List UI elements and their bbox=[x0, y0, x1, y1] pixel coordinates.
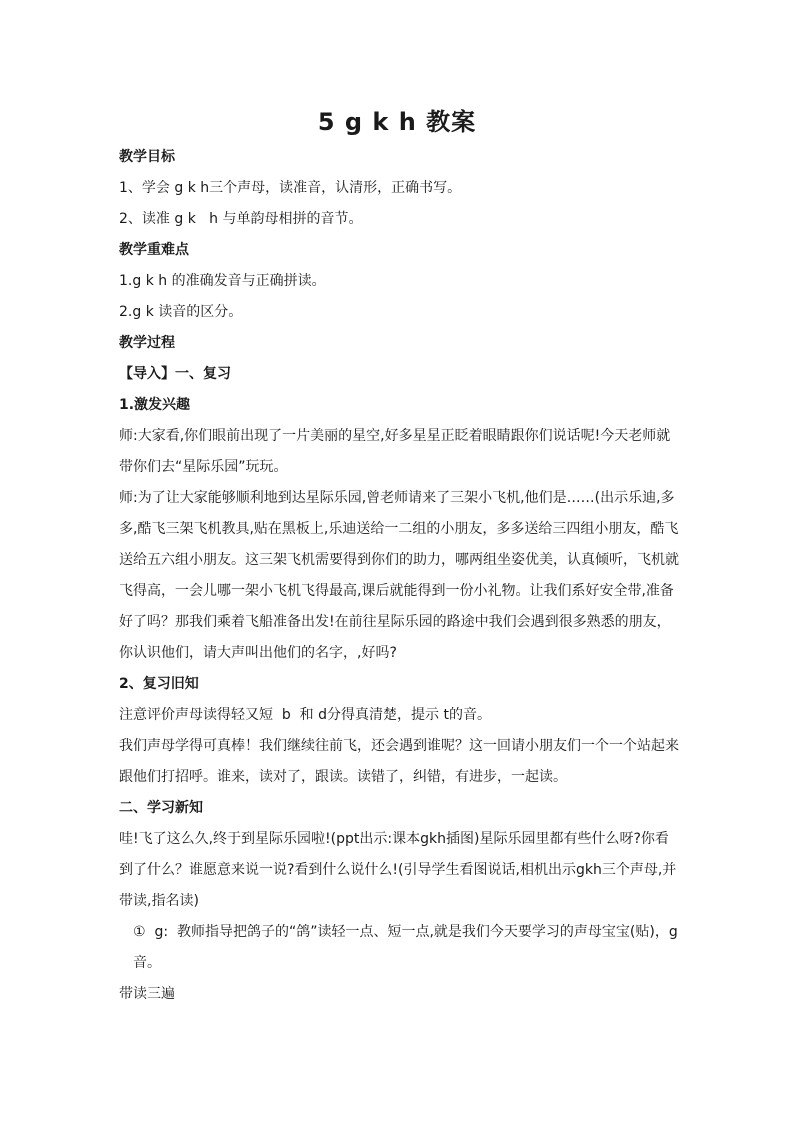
document-title: 5 g k h 教案 bbox=[317, 108, 477, 136]
paragraph: 师:为了让大家能够顺利地到达星际乐园,曾老师请来了三架小飞机,他们是……(出示乐迪,多多,酷飞三架飞机教具,贴在黑板上,乐迪送给一二组的小朋友，多多送给三四组小朋友，酷飞送给五六组小朋友。这三架飞机需要得到你们的助力，哪两组坐姿优美，认真倾听，飞机就飞得高，一会儿哪一架小飞机飞得最高,课后就能得到一份小礼物。让我们系好安全带,准备好了吗？那我们乘着飞船准备出发!在前往星际乐园的路途中我们会遇到很多熟悉的朋友，你认识他们，请大声叫出他们的名字，,好吗? bbox=[119, 490, 679, 661]
paragraph-indented: ① g: 教师指导把鸽子的“鸽”读轻一点、短一点,就是我们今天要学习的声母宝宝(贴)，g音。 bbox=[133, 924, 678, 971]
paragraph-heading: 教学重难点 bbox=[119, 242, 189, 258]
paragraph-heading: 1.激发兴趣 bbox=[119, 397, 191, 413]
paragraph-heading: 2、复习旧知 bbox=[119, 676, 199, 692]
paragraph: 带读三遍 bbox=[119, 986, 175, 1002]
paragraph: 注意评价声母读得轻又短 b 和 d分得真清楚，提示 t的音。 bbox=[119, 707, 491, 723]
paragraph: 2、读准 g k h 与单韵母相拼的音节。 bbox=[119, 211, 363, 227]
paragraph: 我们声母学得可真棒！我们继续往前飞，还会遇到谁呢？这一回请小朋友们一个一个站起来跟他们打招呼。谁来，读对了，跟读。读错了，纠错，有进步，一起读。 bbox=[119, 738, 679, 785]
paragraph-heading: 教学过程 bbox=[119, 335, 175, 351]
paragraph: 师:大家看,你们眼前出现了一片美丽的星空,好多星星正眨着眼睛跟你们说话呢!今天老师就带你们去“星际乐园”玩玩。 bbox=[119, 428, 671, 475]
paragraph: 1.g k h 的准确发音与正确拼读。 bbox=[119, 273, 326, 289]
paragraph-heading: 二、学习新知 bbox=[119, 800, 203, 816]
paragraph-heading: 教学目标 bbox=[119, 149, 175, 165]
paragraph: 1、学会 g k h三个声母，读准音，认清形，正确书写。 bbox=[119, 180, 462, 196]
paragraph: 哇!飞了这么久,终于到星际乐园啦!(ppt出示:课本gkh插图)星际乐园里都有些什么呀?你看到了什么？谁愿意来说一说?看到什么说什么!(引导学生看图说话,相机出示gkh三个声母,并带读,指名读) bbox=[119, 831, 677, 909]
document-body bbox=[119, 142, 679, 1010]
paragraph: 2.g k 读音的区分。 bbox=[119, 304, 243, 320]
paragraph-heading: 【导入】一、复习 bbox=[119, 366, 231, 382]
